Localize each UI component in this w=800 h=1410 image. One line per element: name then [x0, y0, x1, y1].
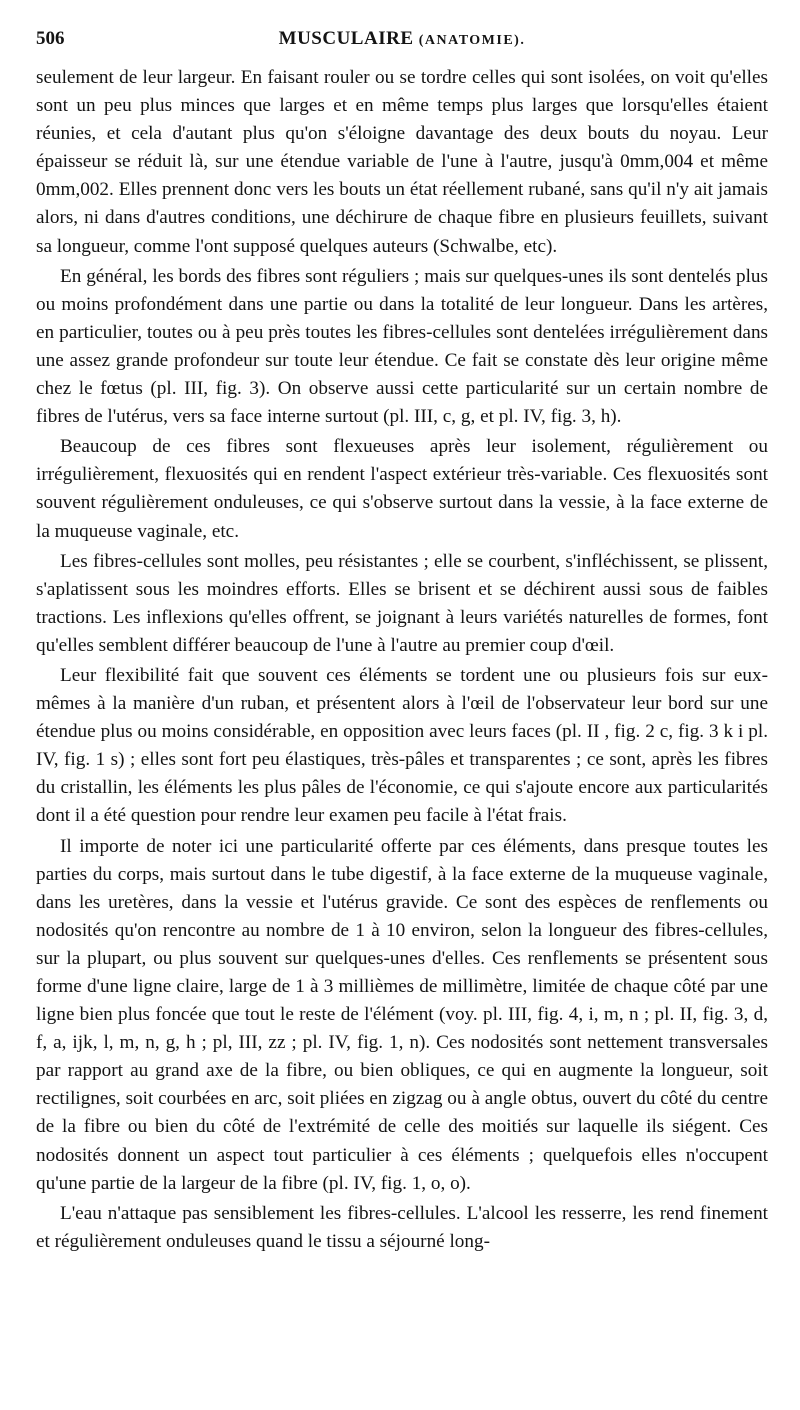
running-head [36, 28, 768, 64]
paragraph: Il importe de noter ici une particularité offerte par ces éléments, dans presque toutes les parties du corps, mais surtout dans le tube digestif, à la face externe de la muqueuse vaginale, dans les uretères, dans la vessie et l'utérus gravide. Ce sont des espèces de renflements ou nodosités qu'on rencontre au nombre de 1 à 10 environ, selon la longueur des fibres-cellules, sur la plupart, ou plus souvent sur quelques-unes d'elles. Ces renflements se présentent sous forme d'une ligne claire, large de 1 à 3 millièmes de millimètre, limitée de chaque côté par une ligne bien plus foncée que tout le reste de l'élément (voy. pl. III, fig. 4, i, m, n ; pl. II, fig. 3, d, f, a, ijk, l, m, n, g, h ; pl, III, zz ; pl. IV, fig. 1, n). Ces nodosités sont nettement transversales par rapport au grand axe de la fibre, ou bien obliques, ce qui en augmente la longueur, soit rectilignes, soit courbées en arc, soit pliées en zigzag ou à angle obtus, ouvert du côté du centre de la fibre ou bien du côté de l'extrémité de celle des moitiés sur laquelle ils siégent. Ces nodosités donnent un aspect tout particulier à ces éléments ; quelquefois elles n'occupent qu'une partie de la largeur de la fibre (pl. IV, fig. 1, o, o). [36, 835, 768, 1194]
running-title [36, 28, 768, 50]
page-number: 506 [36, 28, 65, 49]
page-subtitle: (ANATOMIE). [418, 33, 526, 48]
paragraph: Beaucoup de ces fibres sont flexueuses après leur isolement, régulièrement ou irrégulièrement, flexuosités qui en rendent l'aspect extérieur très-variable. Ces flexuosités sont souvent régulièrement onduleuses, ce qui s'observe surtout dans la vessie, à la face externe de la muqueuse vaginale, etc. [36, 436, 768, 542]
document-page [36, 28, 768, 1258]
paragraph: seulement de leur largeur. En faisant rouler ou se tordre celles qui sont isolées, on voit qu'elles sont un peu plus minces que larges et en même temps plus larges que lorsqu'elles étaient réunies, et cela d'autant plus qu'on s'éloigne davantage des deux bouts du noyau. Leur épaisseur se réduit là, sur une étendue variable de l'une à l'autre, jusqu'à 0mm,004 et même 0mm,002. Elles prennent donc vers les bouts un état réellement rubané, sans qu'il n'y ait jamais alors, ni dans d'autres conditions, une déchirure de chaque fibre en plusieurs feuillets, suivant sa longueur, comme l'ont supposé quelques auteurs (Schwalbe, etc). [36, 67, 768, 257]
paragraph: Leur flexibilité fait que souvent ces éléments se tordent une ou plusieurs fois sur eux-mêmes à la manière d'un ruban, et présentent alors à l'œil de l'observateur leur bord sur une étendue plus ou moins considérable, en opposition avec leurs faces (pl. II , fig. 2 c, fig. 3 k i pl. IV, fig. 1 s) ; elles sont fort peu élastiques, très-pâles et transparentes ; ce sont, après les fibres du cristallin, les éléments les plus pâles de l'économie, ce qui s'ajoute encore aux particularités dont il a été question pour rendre leur examen peu facile à l'état frais. [36, 664, 768, 827]
page-title: MUSCULAIRE [278, 28, 414, 49]
paragraph: L'eau n'attaque pas sensiblement les fibres-cellules. L'alcool les resserre, les rend finement et régulièrement onduleuses quand le tissu a séjourné long- [36, 1202, 768, 1252]
paragraph: Les fibres-cellules sont molles, peu résistantes ; elle se courbent, s'infléchissent, se plissent, s'aplatissent sous les moindres efforts. Elles se brisent et se déchirent aussi sous de faibles tractions. Les inflexions qu'elles offrent, se joignant à leurs variétés naturelles de formes, font qu'elles semblent différer beaucoup de l'une à l'autre au premier coup d'œil. [36, 550, 768, 656]
paragraph: En général, les bords des fibres sont réguliers ; mais sur quelques-unes ils sont dentelés plus ou moins profondément dans une partie ou dans la totalité de leur longueur. Dans les artères, en particulier, toutes ou à peu près toutes les fibres-cellules sont dentelées irrégulièrement dans une assez grande profondeur sur toute leur étendue. Ce fait se constate dès leur origine même chez le fœtus (pl. III, fig. 3). On observe aussi cette particularité sur un certain nombre de fibres de l'utérus, vers sa face interne surtout (pl. III, c, g, et pl. IV, fig. 3, h). [36, 265, 768, 428]
